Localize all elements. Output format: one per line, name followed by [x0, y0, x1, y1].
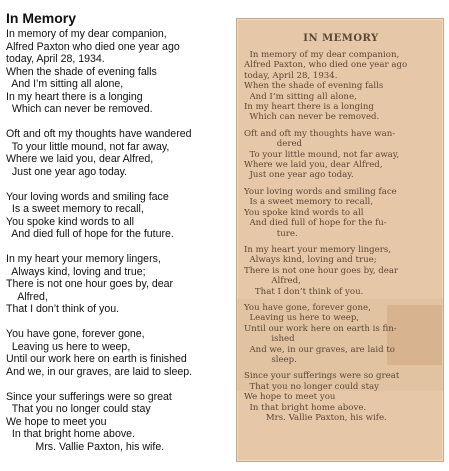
transcript-stanza-gap	[6, 116, 234, 129]
transcript-line: When the shade of evening falls	[6, 65, 157, 78]
clipping-line: To your little mound, not far away,	[244, 149, 400, 160]
transcript-body	[6, 28, 234, 453]
clipping-line: Always kind, loving and true;	[244, 255, 377, 266]
clipping-line: today, April 28, 1934.	[244, 70, 338, 81]
transcript-line: You spoke kind words to all	[6, 215, 134, 228]
clipping-body	[244, 50, 438, 423]
transcript-stanza-gap	[6, 316, 234, 329]
clipping-line: Your loving words and smiling face	[244, 186, 397, 197]
clipping-line: Mrs. Vallie Paxton, his wife.	[244, 413, 387, 423]
transcript-line: Alfred Paxton who died one year ago	[6, 40, 180, 53]
newspaper-clipping	[236, 18, 444, 462]
clipping-line: Oft and oft my thoughts have wan-	[244, 128, 396, 139]
clipping-line: Leaving us here to weep,	[244, 313, 360, 324]
clipping-line: Which can never be removed.	[244, 112, 380, 123]
transcript-line: Is a sweet memory to recall,	[6, 203, 144, 215]
transcript-line: Where we laid you, dear Alfred,	[6, 153, 154, 165]
transcript-line: There is not one hour goes by, dear	[6, 278, 174, 290]
transcript-line: We hope to meet you	[6, 415, 107, 428]
transcript-line: Until our work here on earth is finished	[6, 353, 187, 365]
transcript-line: Since your sufferings were so great	[6, 390, 172, 403]
transcript-panel	[6, 10, 234, 453]
transcript-line: Mrs. Vallie Paxton, his wife.	[6, 440, 165, 453]
clipping-line: When the shade of evening falls	[244, 81, 384, 92]
clipping-line: There is not one hour goes by, dear	[244, 265, 399, 276]
transcript-line: In my heart your memory lingers,	[6, 253, 161, 265]
clipping-line: That I don’t think of you.	[244, 286, 364, 297]
transcript-line: In my heart there is a longing	[6, 90, 143, 103]
clipping-line: Is a sweet memory to recall,	[244, 197, 373, 208]
transcript-line: Always kind, loving and true;	[6, 265, 146, 278]
clipping-line: Since your sufferings were so great	[244, 371, 400, 382]
transcript-line: To your little mound, not far away,	[6, 140, 170, 153]
clipping-line: You have gone, forever gone,	[244, 302, 371, 313]
clipping-line: In my heart there is a longing	[244, 102, 374, 113]
transcript-line: That you no longer could stay	[6, 403, 151, 415]
clipping-line: In memory of my dear companion,	[244, 50, 400, 60]
clipping-line: Alfred Paxton, who died one year ago	[244, 60, 408, 71]
clipping-line: We hope to meet you	[244, 392, 336, 403]
transcript-line: And we, in our graves, are laid to sleep.	[6, 365, 193, 378]
clipping-line: Until our work here on earth is fin-	[244, 323, 397, 334]
clipping-line: And we, in our graves, are laid to	[244, 344, 395, 355]
clipping-line: In my heart your memory lingers,	[244, 244, 391, 255]
clipping-line: That you no longer could stay	[244, 381, 380, 392]
transcript-line: Oft and oft my thoughts have wandered	[6, 128, 192, 140]
clipping-line: And I’m sitting all alone,	[244, 91, 357, 102]
clipping-line: In that bright home above.	[244, 402, 367, 413]
transcript-line: Leaving us here to weep,	[6, 340, 131, 353]
clipping-line: Where we laid you, dear Alfred,	[244, 160, 383, 171]
transcript-line: You have gone, forever gone,	[6, 328, 145, 340]
transcript-line: Your loving words and smiling face	[6, 190, 169, 203]
clipping-title: IN MEMORY	[303, 33, 379, 44]
transcript-line: Just one year ago today.	[6, 165, 128, 178]
clipping-line: You spoke kind words to all	[244, 207, 364, 218]
transcript-line: In that bright home above.	[6, 428, 135, 440]
clipping-line: Just one year ago today.	[244, 170, 354, 181]
transcript-line: Alfred,	[6, 290, 48, 303]
clipping-text	[244, 33, 438, 423]
transcript-stanza-gap	[6, 378, 234, 391]
transcript-line: today, April 28, 1934.	[6, 53, 105, 65]
clipping-line: And died full of hope for the fu-	[244, 218, 387, 229]
clipping-line: dered	[244, 139, 303, 150]
transcript-stanza-gap	[6, 178, 234, 191]
clipping-line: ished	[244, 334, 295, 345]
clipping-line: sleep.	[244, 354, 297, 365]
transcript-line: In memory of my dear companion,	[6, 28, 167, 40]
transcript-line: Which can never be removed.	[6, 103, 153, 115]
transcript-line: That I don’t think of you.	[6, 303, 120, 315]
clipping-line: ture.	[244, 228, 298, 239]
transcript-line: And I’m sitting all alone,	[6, 78, 124, 90]
clipping-line: Alfred,	[244, 276, 301, 287]
transcript-title: In Memory	[6, 10, 77, 26]
transcript-stanza-gap	[6, 241, 234, 254]
transcript-line: And died full of hope for the future.	[6, 228, 174, 240]
